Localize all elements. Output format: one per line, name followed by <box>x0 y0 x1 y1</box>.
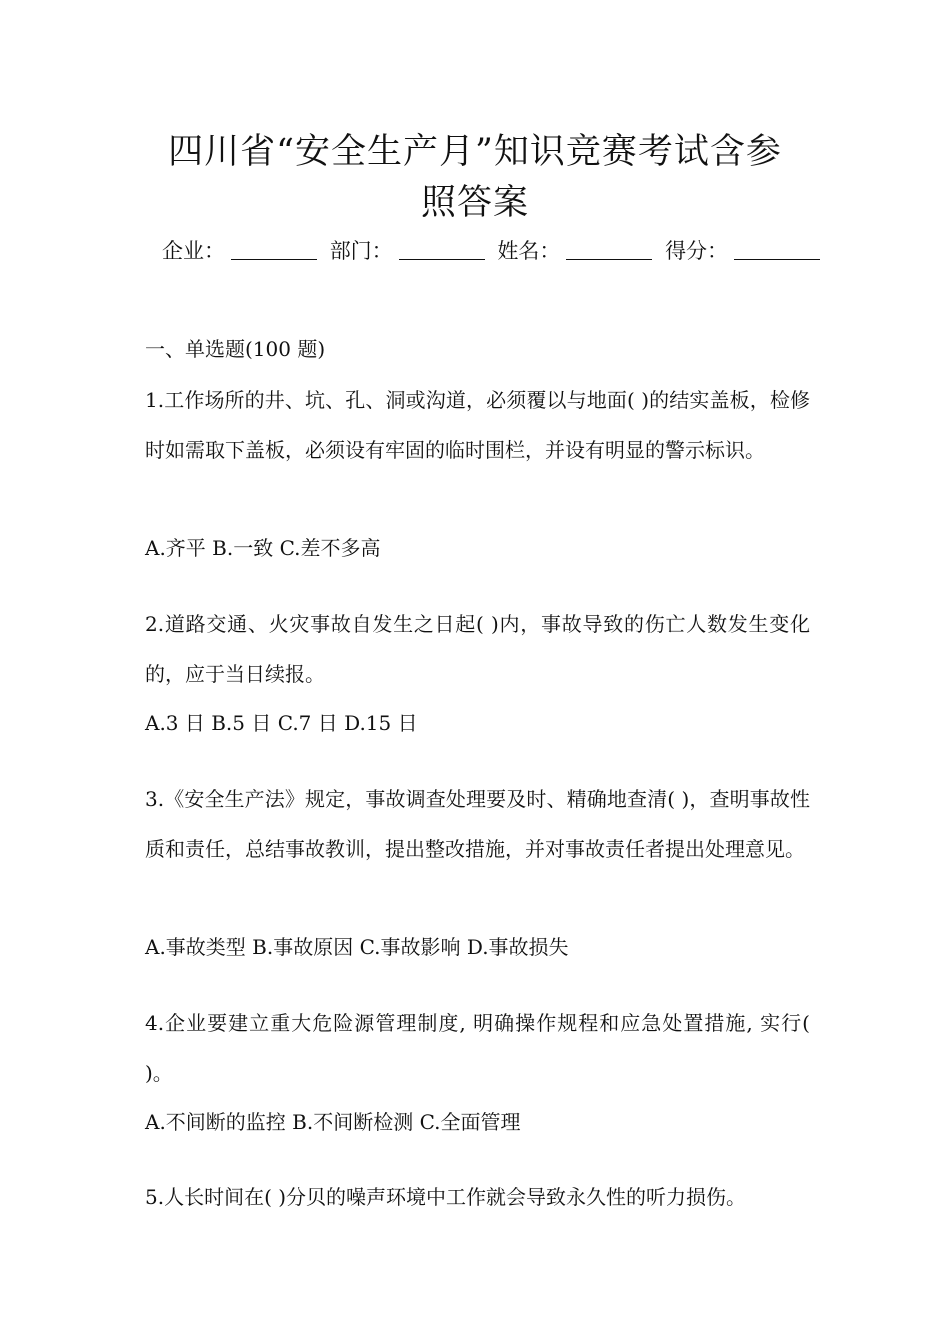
company-blank <box>231 239 317 260</box>
company-field <box>162 236 317 266</box>
score-blank <box>734 239 820 260</box>
question-1-options: A.齐平 B.一致 C.差不多高 <box>145 536 381 560</box>
document-title-line-1: 四川省“安全生产月”知识竞赛考试含参 <box>168 132 782 172</box>
question-4-options: A.不间断的监控 B.不间断检测 C.全面管理 <box>145 1110 521 1134</box>
question-3: 3.《安全生产法》规定，事故调查处理要及时、精确地查清( )，查明事故性质和责任，总结事故教训，提出整改措施，并对事故责任者提出处理意见。 <box>145 787 810 861</box>
department-label: 部门： <box>329 239 393 263</box>
score-field <box>665 236 820 266</box>
question-2: 2.道路交通、火灾事故自发生之日起( )内，事故导致的伤亡人数发生变化的，应于当日续报。 <box>145 612 810 686</box>
document-title-line-2: 照答案 <box>420 183 529 223</box>
department-field <box>330 236 485 266</box>
section-heading: 一、单选题(100 题) <box>145 337 326 361</box>
question-1: 1.工作场所的井、坑、孔、洞或沟道，必须覆以与地面( )的结实盖板，检修时如需取下盖板，必须设有牢固的临时围栏，并设有明显的警示标识。 <box>145 388 810 462</box>
question-2-options: A.3 日 B.5 日 C.7 日 D.15 日 <box>145 711 418 735</box>
name-blank <box>566 239 652 260</box>
name-label: 姓名： <box>497 239 561 263</box>
department-blank <box>399 239 485 260</box>
question-3-options: A.事故类型 B.事故原因 C.事故影响 D.事故损失 <box>145 935 569 959</box>
exam-info-row <box>162 236 826 266</box>
company-label: 企业： <box>162 239 225 263</box>
question-5: 5.人长时间在( )分贝的噪声环境中工作就会导致永久性的听力损伤。 <box>145 1185 747 1209</box>
name-field <box>497 236 652 266</box>
question-4: 4.企业要建立重大危险源管理制度, 明确操作规程和应急处置措施, 实行( )。 <box>145 1011 810 1085</box>
score-label: 得分： <box>665 239 729 263</box>
